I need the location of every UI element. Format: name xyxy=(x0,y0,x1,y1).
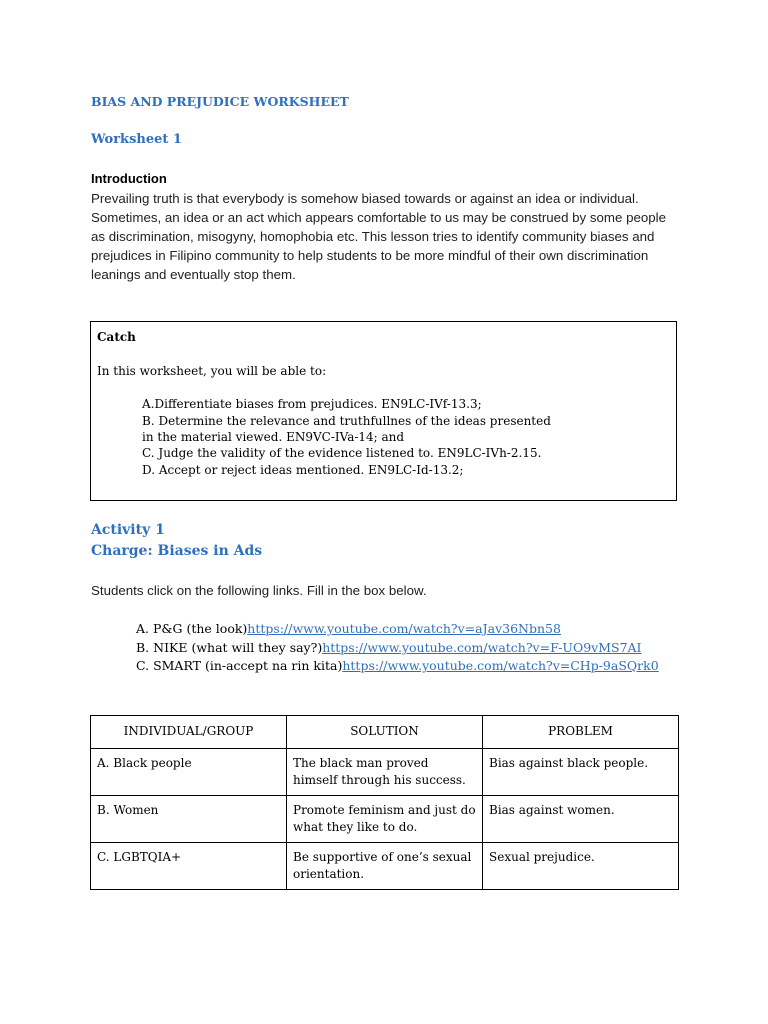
document-title: BIAS AND PREJUDICE WORKSHEET xyxy=(91,94,349,109)
objective-d: D. Accept or reject ideas mentioned. EN9LC-Id-13.2; xyxy=(142,463,464,477)
table-row xyxy=(91,796,679,843)
catch-intro: In this worksheet, you will be able to: xyxy=(97,364,327,378)
column-header: PROBLEM xyxy=(483,716,679,749)
table-cell[interactable]: Bias against black people. xyxy=(483,749,679,796)
table-header-row xyxy=(91,716,679,749)
column-header: SOLUTION xyxy=(287,716,483,749)
table-cell[interactable]: Promote feminism and just do what they like to do. xyxy=(287,796,483,843)
catch-title: Catch xyxy=(97,330,136,344)
table-cell[interactable]: C. LGBTQIA+ xyxy=(91,843,287,890)
table-row xyxy=(91,749,679,796)
table-cell[interactable]: Bias against women. xyxy=(483,796,679,843)
introduction-heading: Introduction xyxy=(91,171,167,186)
objective-b-continued: in the material viewed. EN9VC-IVa-14; and xyxy=(142,430,405,444)
table-cell[interactable]: B. Women xyxy=(91,796,287,843)
table-cell[interactable]: The black man proved himself through his success. xyxy=(287,749,483,796)
link-item-nike xyxy=(136,640,642,655)
table-cell[interactable]: Be supportive of one’s sexual orientation. xyxy=(287,843,483,890)
link-item-pg xyxy=(136,621,561,636)
charge-title: Charge: Biases in Ads xyxy=(91,543,263,559)
youtube-link[interactable]: https://www.youtube.com/watch?v=CHp-9aSQrk0 xyxy=(342,658,659,673)
table-cell[interactable]: Sexual prejudice. xyxy=(483,843,679,890)
link-item-smart xyxy=(136,658,659,673)
youtube-link[interactable]: https://www.youtube.com/watch?v=aJav36Nbn58 xyxy=(247,621,561,636)
activity-instructions: Students click on the following links. Fill in the box below. xyxy=(91,583,427,598)
link-label: A. P&G (the look) xyxy=(136,621,248,636)
catch-box xyxy=(90,321,677,501)
biases-table xyxy=(90,715,679,890)
introduction-body: Prevailing truth is that everybody is somehow biased towards or against an idea or individual. Sometimes, an idea or an act which appears comfortable to us may be construed by some people as discrimination, misogyny, homophobia etc. This lesson tries to identify community biases and prejudices in Filipino community to help students to be more mindful of their own discrimination leanings and eventually stop them. xyxy=(91,191,667,282)
table-row xyxy=(91,843,679,890)
column-header: INDIVIDUAL/GROUP xyxy=(91,716,287,749)
link-label: C. SMART (in-accept na rin kita) xyxy=(136,658,343,673)
objective-b: B. Determine the relevance and truthfullnes of the ideas presented xyxy=(142,414,551,428)
link-label: B. NIKE (what will they say?) xyxy=(136,640,323,655)
objective-c: C. Judge the validity of the evidence listened to. EN9LC-IVh-2.15. xyxy=(142,446,542,460)
objective-a: A.Differentiate biases from prejudices. EN9LC-IVf-13.3; xyxy=(142,397,482,411)
activity-title: Activity 1 xyxy=(91,522,165,538)
table-cell[interactable]: A. Black people xyxy=(91,749,287,796)
worksheet-label: Worksheet 1 xyxy=(91,132,182,147)
youtube-link[interactable]: https://www.youtube.com/watch?v=F-UO9vMS7AI xyxy=(322,640,642,655)
